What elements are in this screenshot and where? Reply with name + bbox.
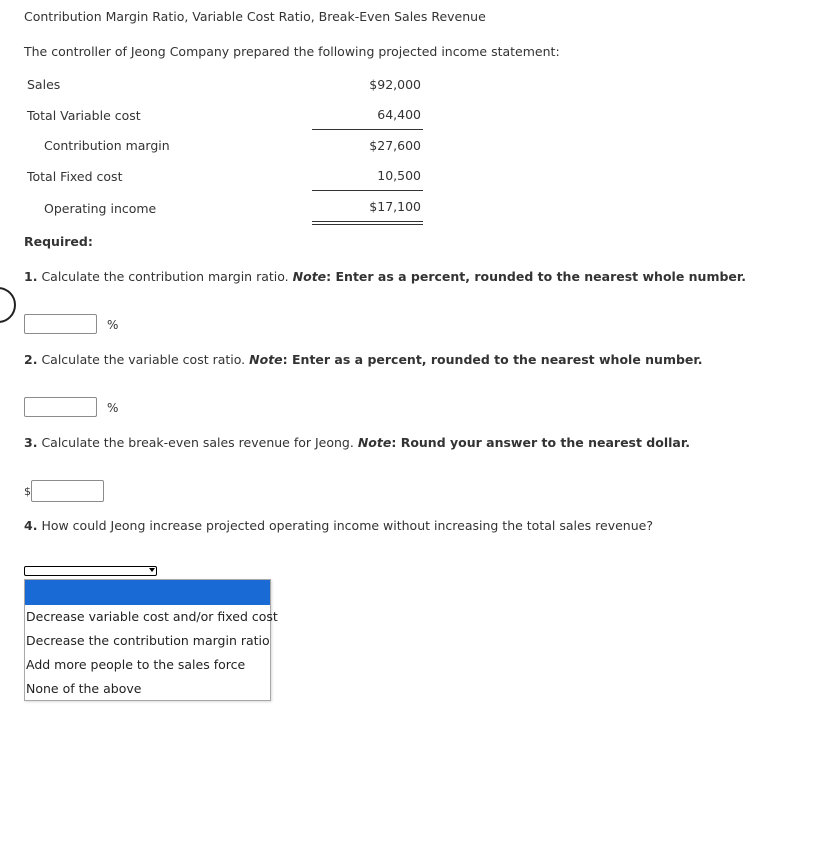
statement-amount-fixed-cost: 10,500 <box>377 168 421 183</box>
side-circle-marker <box>0 287 16 323</box>
statement-amount-contribution-margin: $27,600 <box>369 138 421 153</box>
question-text: How could Jeong increase projected operating income without increasing the total sales revenue? <box>41 518 653 533</box>
dropdown-option[interactable]: None of the above <box>26 681 142 696</box>
percent-unit: % <box>107 318 119 332</box>
note-text: : Enter as a percent, rounded to the nearest whole number. <box>326 269 747 284</box>
question-3 <box>24 435 690 450</box>
break-even-input[interactable] <box>31 480 104 502</box>
statement-label-sales: Sales <box>27 77 61 92</box>
question-number: 1. <box>24 269 38 284</box>
statement-label-operating-income: Operating income <box>44 201 157 216</box>
answer-select[interactable] <box>24 566 157 576</box>
statement-amount-variable-cost: 64,400 <box>377 107 421 122</box>
dropdown-option[interactable]: Decrease the contribution margin ratio <box>26 633 270 648</box>
statement-label-contribution-margin: Contribution margin <box>44 138 170 153</box>
question-2 <box>24 352 703 367</box>
intro-text: The controller of Jeong Company prepared the following projected income statement: <box>24 44 560 59</box>
required-heading: Required: <box>24 234 93 249</box>
dollar-unit: $ <box>24 485 31 498</box>
statement-amount-sales: $92,000 <box>369 77 421 92</box>
note-text: : Round your answer to the nearest dollar. <box>391 435 690 450</box>
note-label: Note <box>292 269 327 284</box>
chevron-down-icon <box>149 568 155 572</box>
question-text: Calculate the contribution margin ratio. <box>41 269 289 284</box>
question-number: 4. <box>24 518 38 533</box>
question-text: Calculate the variable cost ratio. <box>41 352 246 367</box>
question-4 <box>24 518 653 533</box>
answer-dropdown-list <box>24 579 278 701</box>
question-1 <box>24 269 746 284</box>
cm-ratio-input[interactable] <box>24 314 97 334</box>
statement-rule <box>312 190 423 191</box>
question-number: 2. <box>24 352 38 367</box>
note-label: Note <box>249 352 283 367</box>
statement-rule <box>312 129 423 130</box>
page-title: Contribution Margin Ratio, Variable Cost Ratio, Break-Even Sales Revenue <box>24 9 486 24</box>
dropdown-option-blank[interactable] <box>25 580 270 605</box>
statement-double-rule <box>312 221 423 225</box>
statement-label-fixed-cost: Total Fixed cost <box>27 169 123 184</box>
dropdown-option[interactable]: Add more people to the sales force <box>26 657 246 672</box>
vc-ratio-input[interactable] <box>24 397 97 417</box>
question-number: 3. <box>24 435 38 450</box>
statement-label-variable-cost: Total Variable cost <box>27 108 141 123</box>
percent-unit: % <box>107 401 119 415</box>
statement-amount-operating-income: $17,100 <box>369 199 421 214</box>
note-label: Note <box>357 435 392 450</box>
note-text: : Enter as a percent, rounded to the nearest whole number. <box>282 352 703 367</box>
question-text: Calculate the break-even sales revenue for Jeong. <box>41 435 354 450</box>
dropdown-option[interactable]: Decrease variable cost and/or fixed cost <box>26 609 278 624</box>
